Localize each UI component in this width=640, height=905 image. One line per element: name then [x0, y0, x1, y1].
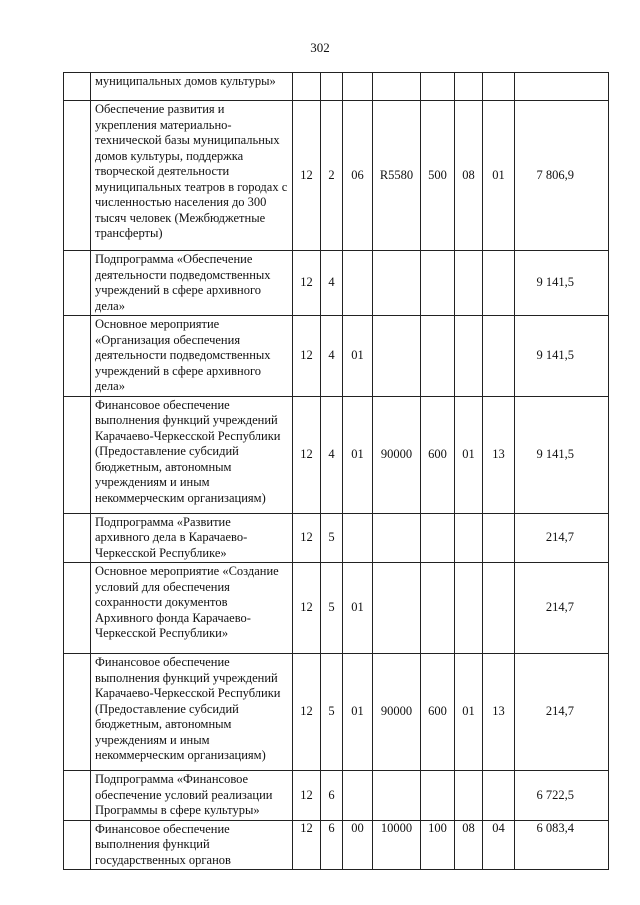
amount-cell: 9 141,5 — [515, 396, 609, 513]
code-cell-c3: 06 — [343, 101, 373, 251]
table-row — [64, 513, 609, 563]
code-cell-c6: 08 — [455, 101, 483, 251]
amount-cell: 6 083,4 — [515, 820, 609, 870]
budget-table — [63, 72, 609, 870]
code-cell-c7 — [483, 563, 515, 654]
code-cell-c7 — [483, 513, 515, 563]
code-cell-c3: 01 — [343, 396, 373, 513]
code-cell-c6 — [455, 73, 483, 101]
table-row — [64, 251, 609, 316]
code-cell-c6: 08 — [455, 820, 483, 870]
code-cell-c7 — [483, 771, 515, 821]
row-name: Основное мероприятие «Создание условий для обеспечения сохранности документов Архивного фонда Карачаево-Черкесской Республики» — [91, 563, 293, 654]
table-row — [64, 654, 609, 771]
code-cell-c2: 5 — [321, 654, 343, 771]
code-cell-c4: 10000 — [373, 820, 421, 870]
code-cell-c7 — [483, 73, 515, 101]
blank-cell — [64, 771, 91, 821]
code-cell-c6 — [455, 251, 483, 316]
code-cell-c1: 12 — [293, 654, 321, 771]
code-cell-c5 — [421, 563, 455, 654]
code-cell-c4 — [373, 316, 421, 397]
code-cell-c2: 6 — [321, 820, 343, 870]
code-cell-c4 — [373, 73, 421, 101]
code-cell-c2: 4 — [321, 396, 343, 513]
row-name: Финансовое обеспечение выполнения функций учреждений Карачаево-Черкесской Республики (Предоставление субсидий бюджетным, автономным учреждениям и иным некоммерческим организациям) — [91, 654, 293, 771]
amount-cell: 9 141,5 — [515, 316, 609, 397]
code-cell-c5 — [421, 316, 455, 397]
table-row — [64, 563, 609, 654]
code-cell-c3 — [343, 73, 373, 101]
row-name: Финансовое обеспечение выполнения функций учреждений Карачаево-Черкесской Республики (Предоставление субсидий бюджетным, автономным учреждениям и иным некоммерческим организациям) — [91, 396, 293, 513]
blank-cell — [64, 513, 91, 563]
code-cell-c1: 12 — [293, 396, 321, 513]
code-cell-c4 — [373, 513, 421, 563]
code-cell-c2: 4 — [321, 316, 343, 397]
code-cell-c2 — [321, 73, 343, 101]
code-cell-c7: 13 — [483, 396, 515, 513]
blank-cell — [64, 563, 91, 654]
row-name: Основное мероприятие «Организация обеспечения деятельности подведомственных учреждений в сфере архивного дела» — [91, 316, 293, 397]
code-cell-c3: 01 — [343, 654, 373, 771]
page-number: 302 — [310, 40, 330, 55]
code-cell-c3 — [343, 513, 373, 563]
code-cell-c4: 90000 — [373, 654, 421, 771]
code-cell-c5: 600 — [421, 396, 455, 513]
code-cell-c2: 4 — [321, 251, 343, 316]
code-cell-c6: 01 — [455, 396, 483, 513]
code-cell-c5: 100 — [421, 820, 455, 870]
code-cell-c1: 12 — [293, 563, 321, 654]
code-cell-c1: 12 — [293, 820, 321, 870]
code-cell-c4: R5580 — [373, 101, 421, 251]
table-row — [64, 396, 609, 513]
code-cell-c6 — [455, 316, 483, 397]
code-cell-c3: 01 — [343, 316, 373, 397]
code-cell-c5 — [421, 513, 455, 563]
blank-cell — [64, 820, 91, 870]
code-cell-c4 — [373, 251, 421, 316]
amount-cell: 7 806,9 — [515, 101, 609, 251]
code-cell-c4 — [373, 563, 421, 654]
blank-cell — [64, 73, 91, 101]
amount-cell: 214,7 — [515, 513, 609, 563]
code-cell-c5 — [421, 251, 455, 316]
blank-cell — [64, 251, 91, 316]
code-cell-c7 — [483, 316, 515, 397]
table-row — [64, 73, 609, 101]
blank-cell — [64, 101, 91, 251]
code-cell-c3 — [343, 251, 373, 316]
code-cell-c2: 6 — [321, 771, 343, 821]
code-cell-c7: 04 — [483, 820, 515, 870]
amount-cell — [515, 73, 609, 101]
code-cell-c1 — [293, 73, 321, 101]
code-cell-c7 — [483, 251, 515, 316]
amount-cell: 9 141,5 — [515, 251, 609, 316]
table-row — [64, 771, 609, 821]
code-cell-c6 — [455, 563, 483, 654]
row-name: муниципальных домов культуры» — [91, 73, 293, 101]
code-cell-c6: 01 — [455, 654, 483, 771]
code-cell-c2: 5 — [321, 513, 343, 563]
code-cell-c1: 12 — [293, 316, 321, 397]
table-row — [64, 820, 609, 870]
amount-cell: 6 722,5 — [515, 771, 609, 821]
code-cell-c2: 5 — [321, 563, 343, 654]
blank-cell — [64, 654, 91, 771]
table-row — [64, 316, 609, 397]
blank-cell — [64, 396, 91, 513]
amount-cell: 214,7 — [515, 654, 609, 771]
code-cell-c7: 01 — [483, 101, 515, 251]
code-cell-c6 — [455, 513, 483, 563]
code-cell-c3: 00 — [343, 820, 373, 870]
code-cell-c5: 500 — [421, 101, 455, 251]
code-cell-c3: 01 — [343, 563, 373, 654]
row-name: Подпрограмма «Финансовое обеспечение условий реализации Программы в сфере культуры» — [91, 771, 293, 821]
code-cell-c1: 12 — [293, 771, 321, 821]
code-cell-c4: 90000 — [373, 396, 421, 513]
code-cell-c5: 600 — [421, 654, 455, 771]
row-name: Обеспечение развития и укрепления материально-технической базы муниципальных домов культуры, поддержка творческой деятельности муниципальных театров в городах с численностью населения до 300 тысяч человек (Межбюджетные трансферты) — [91, 101, 293, 251]
code-cell-c2: 2 — [321, 101, 343, 251]
code-cell-c6 — [455, 771, 483, 821]
row-name: Финансовое обеспечение выполнения функций государственных органов — [91, 820, 293, 870]
row-name: Подпрограмма «Обеспечение деятельности подведомственных учреждений в сфере архивного дела» — [91, 251, 293, 316]
table-row — [64, 101, 609, 251]
code-cell-c4 — [373, 771, 421, 821]
code-cell-c1: 12 — [293, 513, 321, 563]
code-cell-c1: 12 — [293, 101, 321, 251]
row-name: Подпрограмма «Развитие архивного дела в Карачаево-Черкесской Республике» — [91, 513, 293, 563]
code-cell-c1: 12 — [293, 251, 321, 316]
code-cell-c3 — [343, 771, 373, 821]
code-cell-c5 — [421, 771, 455, 821]
amount-cell: 214,7 — [515, 563, 609, 654]
code-cell-c5 — [421, 73, 455, 101]
blank-cell — [64, 316, 91, 397]
code-cell-c7: 13 — [483, 654, 515, 771]
